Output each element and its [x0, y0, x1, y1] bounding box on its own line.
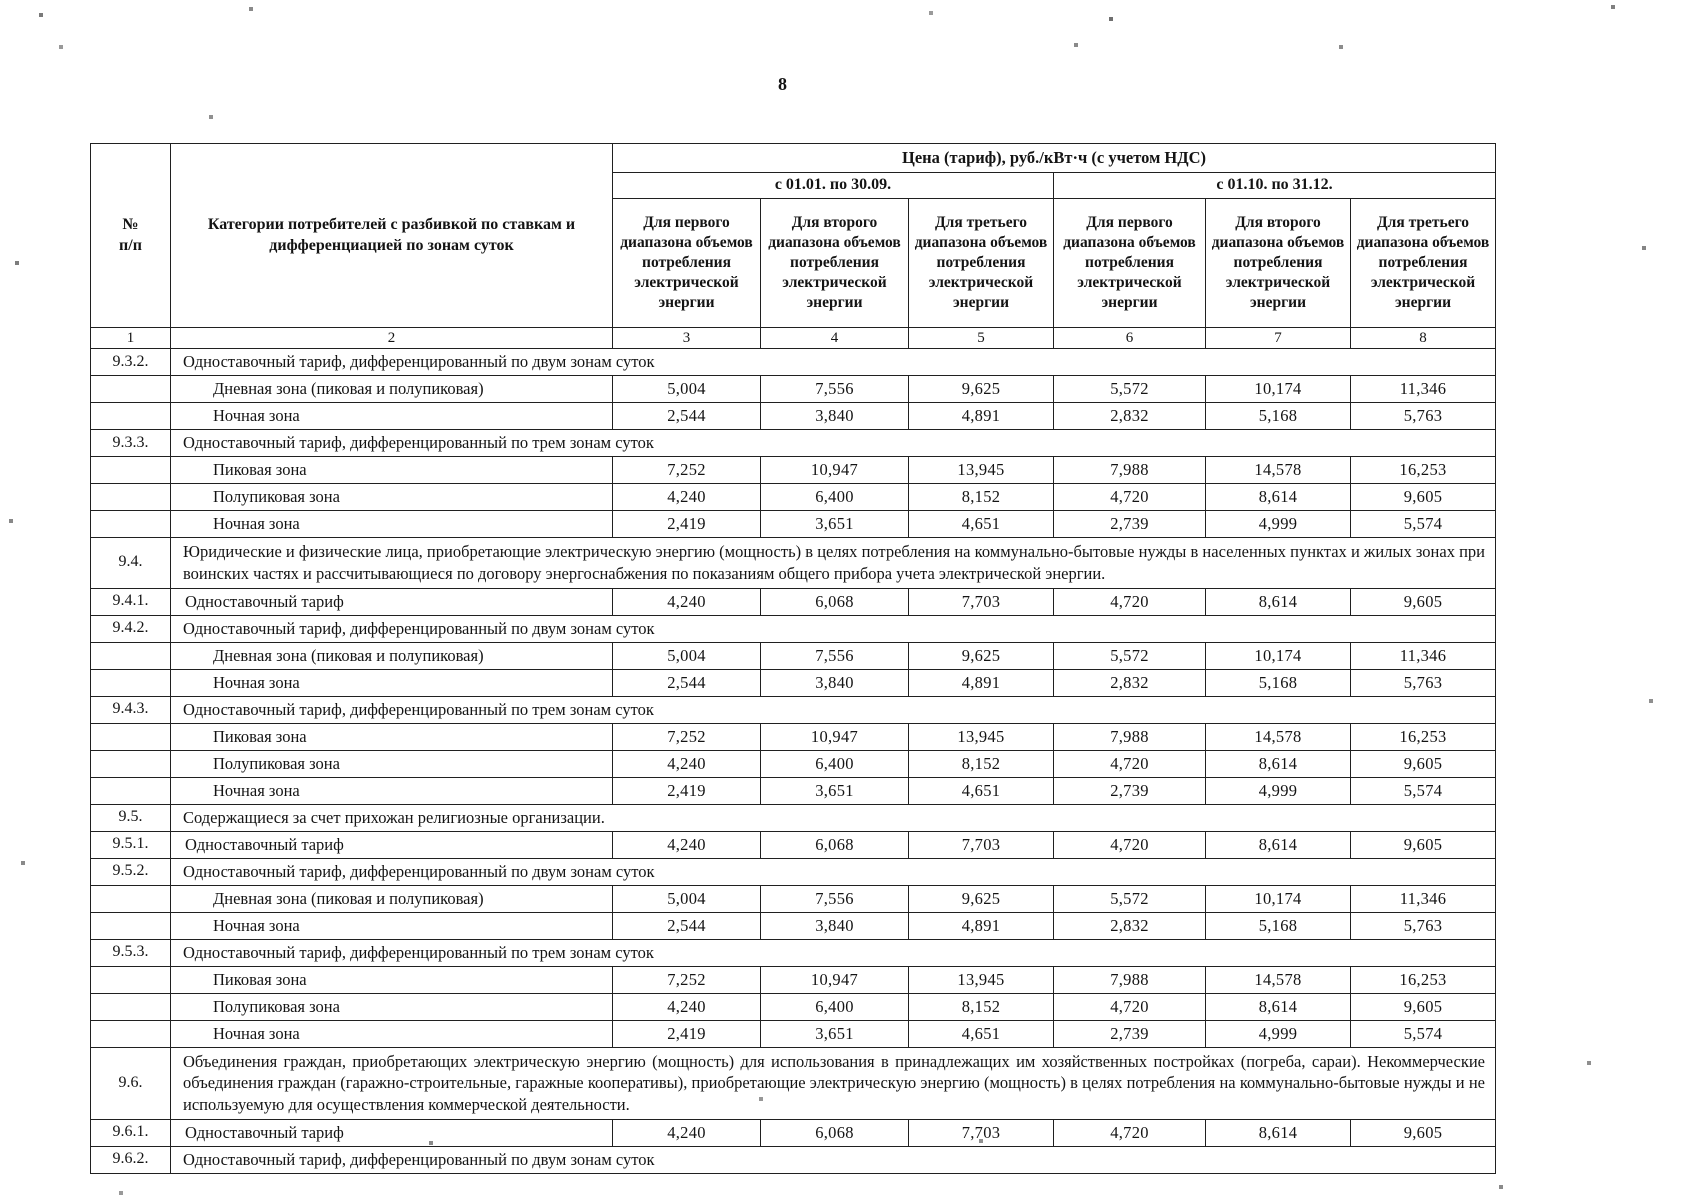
category-label: Пиковая зона	[171, 457, 613, 484]
tariff-data-row	[91, 885, 1496, 912]
tariff-value: 14,578	[1206, 723, 1351, 750]
tariff-value: 10,174	[1206, 642, 1351, 669]
tariff-value: 5,004	[613, 885, 761, 912]
col-header-no	[91, 144, 171, 328]
tariff-data-row	[91, 912, 1496, 939]
row-number: 9.4.	[91, 538, 171, 589]
tariff-value: 5,168	[1206, 403, 1351, 430]
row-number	[91, 484, 171, 511]
tariff-value: 4,720	[1054, 588, 1206, 615]
tariff-value: 14,578	[1206, 457, 1351, 484]
tariff-value: 2,739	[1054, 511, 1206, 538]
section-label: Юридические и физические лица, приобретающие электрическую энергию (мощность) в целях потребления на коммунально-бытовые нужды в населенных пунктах и жилых зонах при воинских частях и рассчитывающиеся по договору энергоснабжения по показаниям общего прибора учета электрической энергии.	[171, 538, 1496, 589]
tariff-value: 9,625	[909, 642, 1054, 669]
tariff-value: 6,068	[761, 588, 909, 615]
tariff-value: 7,988	[1054, 457, 1206, 484]
range-header-3: Для третьего диапазона объемов потребления электрической энергии	[909, 199, 1054, 328]
page-number: 8	[778, 74, 787, 94]
tariff-data-row	[91, 966, 1496, 993]
tariff-value: 8,152	[909, 750, 1054, 777]
tariff-value: 4,891	[909, 669, 1054, 696]
section-label: Одноставочный тариф, дифференцированный по трем зонам суток	[171, 696, 1496, 723]
tariff-value: 13,945	[909, 457, 1054, 484]
tariff-section-row	[91, 696, 1496, 723]
range-header-4: Для первого диапазона объемов потребления электрической энергии	[1054, 199, 1206, 328]
section-label: Одноставочный тариф, дифференцированный по трем зонам суток	[171, 939, 1496, 966]
tariff-data-row	[91, 993, 1496, 1020]
tariff-value: 2,419	[613, 777, 761, 804]
category-label: Дневная зона (пиковая и полупиковая)	[171, 885, 613, 912]
tariff-section-row	[91, 430, 1496, 457]
tariff-value: 7,252	[613, 457, 761, 484]
section-label: Одноставочный тариф, дифференцированный по двум зонам суток	[171, 615, 1496, 642]
row-number: 9.4.1.	[91, 588, 171, 615]
tariff-value: 5,572	[1054, 642, 1206, 669]
tariff-value: 6,068	[761, 1119, 909, 1146]
tariff-value: 4,891	[909, 912, 1054, 939]
tariff-value: 2,544	[613, 912, 761, 939]
section-label: Содержащиеся за счет прихожан религиозные организации.	[171, 804, 1496, 831]
col-number-6: 6	[1054, 328, 1206, 349]
tariff-data-row	[91, 484, 1496, 511]
tariff-value: 8,614	[1206, 831, 1351, 858]
tariff-value: 11,346	[1351, 885, 1496, 912]
col-header-category: Категории потребителей с разбивкой по ставкам и дифференциацией по зонам суток	[171, 144, 613, 328]
tariff-value: 5,004	[613, 642, 761, 669]
tariff-data-row	[91, 457, 1496, 484]
tariff-value: 8,614	[1206, 750, 1351, 777]
row-number: 9.3.3.	[91, 430, 171, 457]
row-number: 9.5.	[91, 804, 171, 831]
tariff-value: 9,605	[1351, 993, 1496, 1020]
category-label: Ночная зона	[171, 403, 613, 430]
column-numbers-row	[91, 328, 1496, 349]
tariff-value: 4,240	[613, 993, 761, 1020]
tariff-value: 8,614	[1206, 1119, 1351, 1146]
tariff-data-row	[91, 777, 1496, 804]
tariff-value: 4,240	[613, 588, 761, 615]
tariff-value: 9,605	[1351, 1119, 1496, 1146]
col-number-4: 4	[761, 328, 909, 349]
col-number-8: 8	[1351, 328, 1496, 349]
row-number	[91, 993, 171, 1020]
tariff-value: 8,152	[909, 484, 1054, 511]
category-label: Одноставочный тариф	[171, 1119, 613, 1146]
category-label: Полупиковая зона	[171, 750, 613, 777]
tariff-value: 5,168	[1206, 912, 1351, 939]
tariff-value: 4,240	[613, 750, 761, 777]
tariff-value: 3,651	[761, 511, 909, 538]
tariff-value: 5,168	[1206, 669, 1351, 696]
tariff-data-row	[91, 723, 1496, 750]
tariff-section-row	[91, 858, 1496, 885]
tariff-value: 4,240	[613, 484, 761, 511]
tariff-value: 7,703	[909, 831, 1054, 858]
row-number: 9.3.2.	[91, 349, 171, 376]
tariff-section-row	[91, 615, 1496, 642]
section-label: Одноставочный тариф, дифференцированный по двум зонам суток	[171, 1146, 1496, 1173]
tariff-value: 6,400	[761, 993, 909, 1020]
tariff-value: 4,720	[1054, 993, 1206, 1020]
tariff-value: 4,651	[909, 777, 1054, 804]
row-number	[91, 376, 171, 403]
tariff-value: 9,605	[1351, 750, 1496, 777]
tariff-value: 7,988	[1054, 966, 1206, 993]
tariff-value: 7,556	[761, 642, 909, 669]
section-label: Объединения граждан, приобретающих электрическую энергию (мощность) для использования в принадлежащих им хозяйственных постройках (погреба, сараи). Некоммерческие объединения граждан (гаражно-строительные, гаражные кооперативы), приобретающие электрическую энергию (мощность) в целях потребления на коммунально-бытовые нужды и не используемую для осуществления коммерческой деятельности.	[171, 1047, 1496, 1119]
row-number	[91, 511, 171, 538]
tariff-value: 5,574	[1351, 511, 1496, 538]
tariff-value: 4,720	[1054, 1119, 1206, 1146]
tariff-value: 4,999	[1206, 1020, 1351, 1047]
tariff-value: 4,240	[613, 1119, 761, 1146]
tariff-section-row	[91, 538, 1496, 589]
tariff-value: 2,832	[1054, 403, 1206, 430]
tariff-value: 16,253	[1351, 966, 1496, 993]
tariff-data-row	[91, 511, 1496, 538]
tariff-data-row	[91, 642, 1496, 669]
tariff-value: 6,400	[761, 484, 909, 511]
row-number	[91, 1020, 171, 1047]
row-number	[91, 885, 171, 912]
tariff-value: 13,945	[909, 966, 1054, 993]
tariff-value: 6,068	[761, 831, 909, 858]
tariff-data-row	[91, 669, 1496, 696]
range-header-5: Для второго диапазона объемов потребления электрической энергии	[1206, 199, 1351, 328]
range-header-2: Для второго диапазона объемов потребления электрической энергии	[761, 199, 909, 328]
row-number	[91, 777, 171, 804]
tariff-value: 4,999	[1206, 777, 1351, 804]
row-number	[91, 912, 171, 939]
col-header-no-bottom: п/п	[119, 236, 142, 254]
tariff-value: 14,578	[1206, 966, 1351, 993]
category-label: Полупиковая зона	[171, 993, 613, 1020]
tariff-value: 8,152	[909, 993, 1054, 1020]
tariff-data-row	[91, 1119, 1496, 1146]
tariff-value: 7,556	[761, 885, 909, 912]
col-number-3: 3	[613, 328, 761, 349]
period-2: с 01.10. по 31.12.	[1054, 173, 1496, 199]
tariff-value: 5,763	[1351, 403, 1496, 430]
tariff-value: 7,556	[761, 376, 909, 403]
price-title: Цена (тариф), руб./кВт·ч (с учетом НДС)	[613, 144, 1496, 173]
tariff-value: 2,419	[613, 511, 761, 538]
tariff-data-row	[91, 588, 1496, 615]
tariff-value: 3,651	[761, 777, 909, 804]
tariff-data-row	[91, 1020, 1496, 1047]
tariff-value: 7,703	[909, 588, 1054, 615]
tariff-value: 6,400	[761, 750, 909, 777]
tariff-table-body	[91, 349, 1496, 1174]
row-number	[91, 750, 171, 777]
tariff-value: 11,346	[1351, 642, 1496, 669]
col-number-7: 7	[1206, 328, 1351, 349]
category-label: Пиковая зона	[171, 723, 613, 750]
tariff-value: 3,840	[761, 669, 909, 696]
tariff-value: 4,240	[613, 831, 761, 858]
tariff-section-row	[91, 939, 1496, 966]
tariff-section-row	[91, 349, 1496, 376]
tariff-value: 2,832	[1054, 912, 1206, 939]
tariff-value: 8,614	[1206, 993, 1351, 1020]
tariff-value: 9,605	[1351, 831, 1496, 858]
tariff-value: 5,574	[1351, 1020, 1496, 1047]
row-number	[91, 642, 171, 669]
row-number	[91, 457, 171, 484]
tariff-value: 5,574	[1351, 777, 1496, 804]
tariff-value: 7,252	[613, 723, 761, 750]
tariff-value: 3,840	[761, 912, 909, 939]
row-number: 9.6.2.	[91, 1146, 171, 1173]
tariff-value: 9,605	[1351, 484, 1496, 511]
tariff-value: 9,605	[1351, 588, 1496, 615]
category-label: Пиковая зона	[171, 966, 613, 993]
tariff-data-row	[91, 831, 1496, 858]
category-label: Ночная зона	[171, 1020, 613, 1047]
row-number	[91, 669, 171, 696]
tariff-value: 5,572	[1054, 376, 1206, 403]
tariff-value: 10,947	[761, 457, 909, 484]
tariff-value: 5,572	[1054, 885, 1206, 912]
tariff-value: 16,253	[1351, 457, 1496, 484]
category-label: Ночная зона	[171, 912, 613, 939]
tariff-value: 4,999	[1206, 511, 1351, 538]
tariff-value: 8,614	[1206, 588, 1351, 615]
period-1: с 01.01. по 30.09.	[613, 173, 1054, 199]
row-number: 9.6.1.	[91, 1119, 171, 1146]
category-label: Одноставочный тариф	[171, 831, 613, 858]
tariff-value: 2,739	[1054, 777, 1206, 804]
tariff-value: 4,891	[909, 403, 1054, 430]
tariff-value: 10,947	[761, 723, 909, 750]
category-label: Одноставочный тариф	[171, 588, 613, 615]
section-label: Одноставочный тариф, дифференцированный по трем зонам суток	[171, 430, 1496, 457]
tariff-value: 7,988	[1054, 723, 1206, 750]
tariff-value: 3,840	[761, 403, 909, 430]
tariff-table-header	[91, 144, 1496, 349]
category-label: Дневная зона (пиковая и полупиковая)	[171, 376, 613, 403]
tariff-value: 4,651	[909, 1020, 1054, 1047]
tariff-value: 2,419	[613, 1020, 761, 1047]
row-number	[91, 403, 171, 430]
tariff-value: 7,703	[909, 1119, 1054, 1146]
tariff-value: 4,720	[1054, 831, 1206, 858]
tariff-value: 5,763	[1351, 669, 1496, 696]
category-label: Ночная зона	[171, 669, 613, 696]
tariff-value: 8,614	[1206, 484, 1351, 511]
tariff-value: 11,346	[1351, 376, 1496, 403]
tariff-value: 4,720	[1054, 750, 1206, 777]
scan-noise	[0, 0, 2, 2]
row-number: 9.4.2.	[91, 615, 171, 642]
col-number-2: 2	[171, 328, 613, 349]
tariff-value: 5,004	[613, 376, 761, 403]
tariff-value: 3,651	[761, 1020, 909, 1047]
range-header-1: Для первого диапазона объемов потребления электрической энергии	[613, 199, 761, 328]
tariff-value: 13,945	[909, 723, 1054, 750]
tariff-value: 16,253	[1351, 723, 1496, 750]
tariff-value: 2,832	[1054, 669, 1206, 696]
tariff-value: 4,720	[1054, 484, 1206, 511]
row-number: 9.5.2.	[91, 858, 171, 885]
row-number: 9.6.	[91, 1047, 171, 1119]
tariff-data-row	[91, 376, 1496, 403]
range-header-6: Для третьего диапазона объемов потребления электрической энергии	[1351, 199, 1496, 328]
row-number	[91, 723, 171, 750]
tariff-data-row	[91, 750, 1496, 777]
category-label: Ночная зона	[171, 511, 613, 538]
tariff-value: 9,625	[909, 885, 1054, 912]
row-number: 9.5.3.	[91, 939, 171, 966]
row-number: 9.5.1.	[91, 831, 171, 858]
tariff-value: 9,625	[909, 376, 1054, 403]
tariff-value: 2,739	[1054, 1020, 1206, 1047]
tariff-value: 10,174	[1206, 885, 1351, 912]
tariff-value: 10,947	[761, 966, 909, 993]
tariff-section-row	[91, 1146, 1496, 1173]
col-number-5: 5	[909, 328, 1054, 349]
col-number-1: 1	[91, 328, 171, 349]
tariff-section-row	[91, 1047, 1496, 1119]
section-label: Одноставочный тариф, дифференцированный по двум зонам суток	[171, 349, 1496, 376]
category-label: Ночная зона	[171, 777, 613, 804]
category-label: Полупиковая зона	[171, 484, 613, 511]
row-number	[91, 966, 171, 993]
section-label: Одноставочный тариф, дифференцированный по двум зонам суток	[171, 858, 1496, 885]
category-label: Дневная зона (пиковая и полупиковая)	[171, 642, 613, 669]
tariff-data-row	[91, 403, 1496, 430]
tariff-table	[90, 143, 1496, 1174]
tariff-value: 10,174	[1206, 376, 1351, 403]
tariff-value: 7,252	[613, 966, 761, 993]
tariff-value: 5,763	[1351, 912, 1496, 939]
row-number: 9.4.3.	[91, 696, 171, 723]
col-header-no-top: №	[122, 216, 139, 234]
tariff-value: 2,544	[613, 669, 761, 696]
tariff-value: 4,651	[909, 511, 1054, 538]
tariff-section-row	[91, 804, 1496, 831]
tariff-value: 2,544	[613, 403, 761, 430]
